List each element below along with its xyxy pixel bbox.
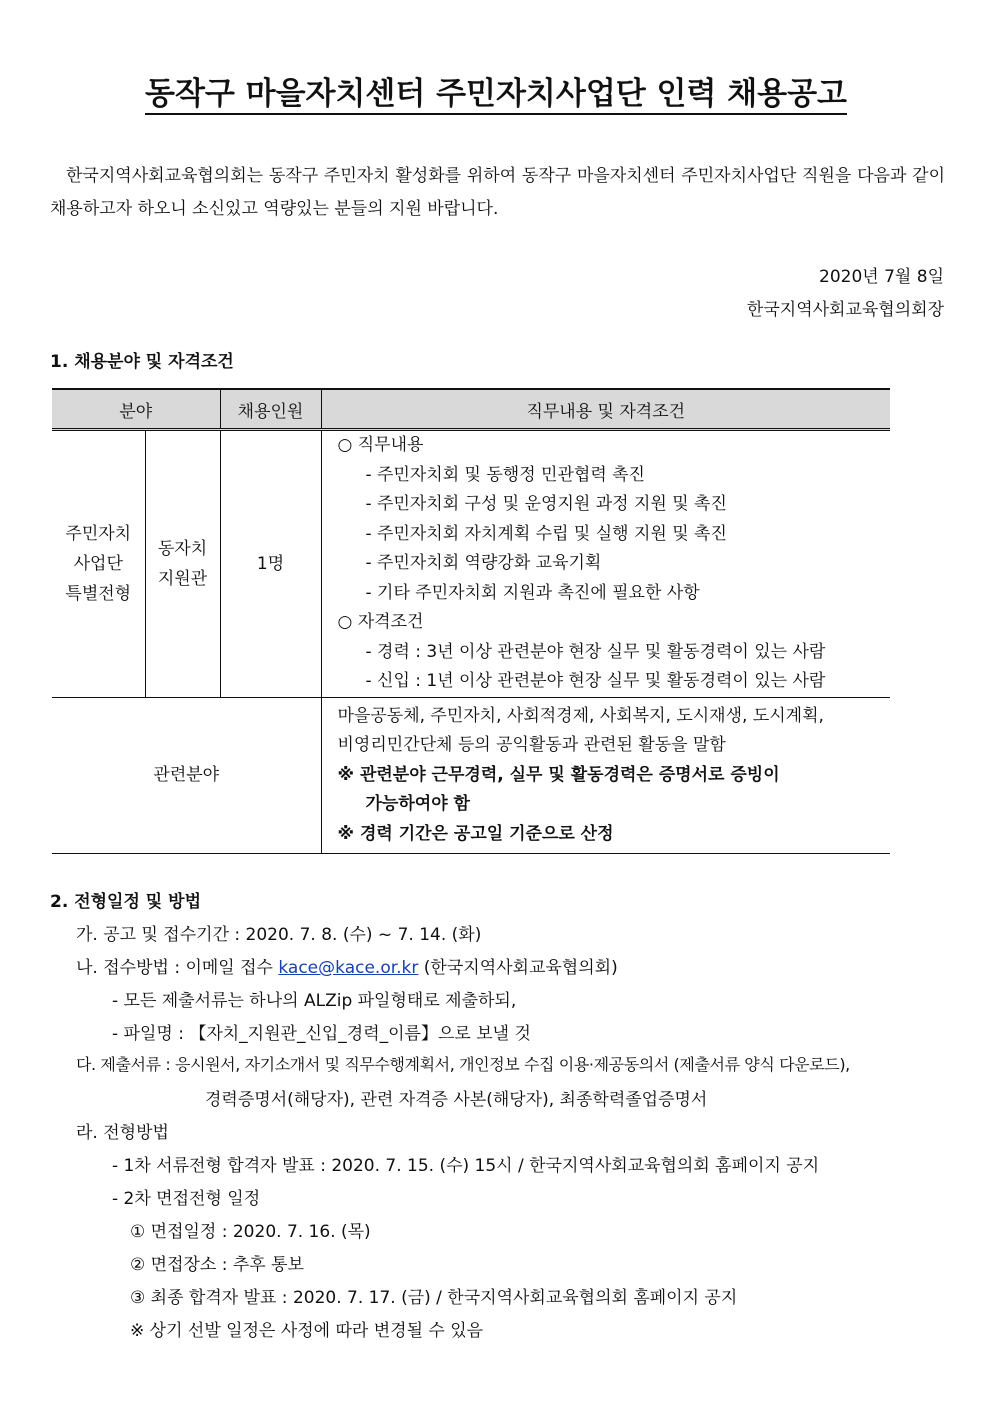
- schedule-da-cont: 경력증명서(해당자), 관련 자격증 사본(해당자), 최종학력졸업증명서: [205, 1090, 708, 1110]
- qual-title: ○ 자격조건: [337, 612, 424, 632]
- schedule-ga: 가. 공고 및 접수기간 : 2020. 7. 8. (수) ~ 7. 14. (화): [76, 925, 482, 945]
- header-count: 채용인원: [220, 389, 321, 430]
- duty-item: - 주민자치회 및 동행정 민관협력 촉진: [365, 464, 645, 485]
- qual-item: - 경력 : 3년 이상 관련분야 현장 실무 및 활동경력이 있는 사람: [365, 641, 826, 662]
- notice-date: 2020년 7월 8일: [819, 267, 944, 287]
- schedule-ra: 라. 전형방법: [76, 1123, 169, 1143]
- table-header-row: [52, 389, 890, 430]
- schedule-da: 다. 제출서류 : 응시원서, 자기소개서 및 직무수행계획서, 개인정보 수집 이용·제공동의서 (제출서류 양식 다운로드),: [76, 1055, 850, 1074]
- duty-item: - 주민자치회 구성 및 운영지원 과정 지원 및 촉진: [365, 494, 727, 514]
- table-row: [52, 430, 890, 698]
- related-label-cell: 관련분야: [52, 697, 321, 853]
- field-main-cell: 주민자치 사업단 특별전형: [52, 430, 145, 698]
- page-title: 동작구 마을자치센터 주민자치사업단 인력 채용공고: [0, 74, 992, 114]
- schedule-na-sub: - 파일명 : 【자치_지원관_신입_경력_이름】으로 보낼 것: [112, 1024, 531, 1044]
- qual-item: - 신입 : 1년 이상 관련분야 현장 실무 및 활동경력이 있는 사람: [365, 671, 826, 691]
- related-text-cell: 마을공동체, 주민자치, 사회적경제, 사회복지, 도시재생, 도시계획, 비영리민간단체 등의 공익활동과 관련된 활동을 말함 ※ 관련분야 근무경력, 실무 및 활동경력은 증명서로 증빙이 가능하여야 함 ※ 경력 기간은 공고일 기준으로 산정: [321, 697, 890, 853]
- section2-heading: 2. 전형일정 및 방법: [50, 892, 201, 912]
- schedule-ra-sub: - 1차 서류전형 합격자 발표 : 2020. 7. 15. (수) 15시 / 한국지역사회교육협의회 홈페이지 공지: [112, 1156, 820, 1176]
- schedule-na: 나. 접수방법 : 이메일 접수 kace@kace.or.kr (한국지역사회교육협의회): [76, 958, 618, 978]
- email-link[interactable]: kace@kace.or.kr: [278, 958, 419, 978]
- duty-title: ○ 직무내용: [337, 435, 424, 455]
- schedule-na-sub: - 모든 제출서류는 하나의 ALZip 파일형태로 제출하되,: [112, 991, 517, 1011]
- duty-item: - 기타 주민자치회 지원과 촉진에 필요한 사항: [365, 582, 700, 603]
- schedule-ra-sub: - 2차 면접전형 일정: [112, 1189, 261, 1209]
- schedule-ra-item: ② 면접장소 : 추후 통보: [130, 1255, 304, 1275]
- field-sub-cell: 동자치 지원관: [145, 430, 220, 698]
- schedule-ra-item: ③ 최종 합격자 발표 : 2020. 7. 17. (금) / 한국지역사회교육협의회 홈페이지 공지: [130, 1288, 738, 1308]
- schedule-ra-item: ① 면접일정 : 2020. 7. 16. (목): [130, 1222, 371, 1242]
- requirements-table: [52, 388, 890, 854]
- duty-cell: [321, 430, 890, 698]
- related-note-cont: 가능하여야 함: [365, 794, 470, 814]
- header-duty: 직무내용 및 자격조건: [321, 389, 890, 430]
- intro-paragraph: 한국지역사회교육협의회는 동작구 주민자치 활성화를 위하여 동작구 마을자치센터 주민자치사업단 직원을 다음과 같이 채용하고자 하오니 소신있고 역량있는 분들의 지원 바랍니다.: [50, 166, 945, 219]
- related-note: ※ 경력 기간은 공고일 기준으로 산정: [337, 823, 614, 844]
- schedule-note: ※ 상기 선발 일정은 사정에 따라 변경될 수 있음: [130, 1321, 484, 1341]
- header-field: 분야: [52, 389, 220, 430]
- section1-heading: 1. 채용분야 및 자격조건: [50, 352, 234, 372]
- related-note: ※ 관련분야 근무경력, 실무 및 활동경력은 증명서로 증빙이: [337, 764, 780, 785]
- duty-item: - 주민자치회 역량강화 교육기획: [365, 553, 602, 573]
- table-row: [52, 697, 890, 853]
- count-cell: 1명: [220, 430, 321, 698]
- duty-item: - 주민자치회 자치계획 수립 및 실행 지원 및 촉진: [365, 523, 727, 544]
- notice-signer: 한국지역사회교육협의회장: [746, 300, 944, 320]
